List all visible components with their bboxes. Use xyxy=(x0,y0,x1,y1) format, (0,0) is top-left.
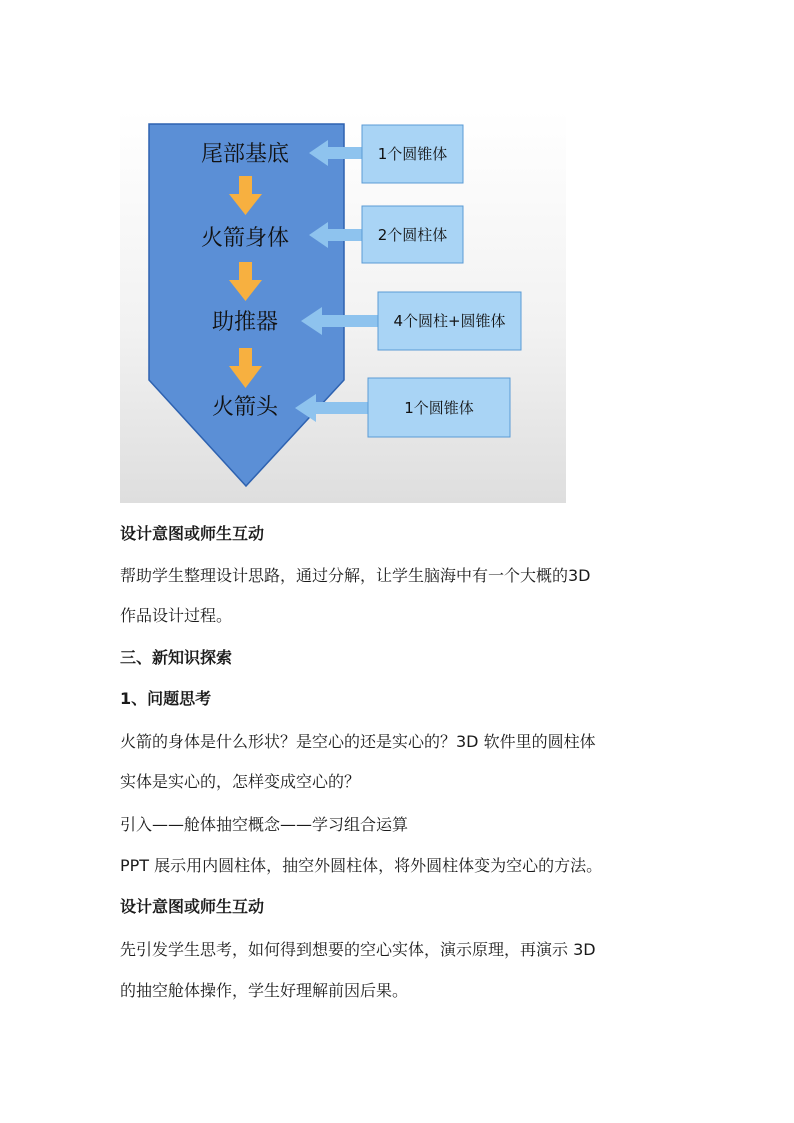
paragraph-3: 引入——舱体抽空概念——学习组合运算 xyxy=(120,815,409,834)
rocket-decomposition-diagram xyxy=(120,110,566,503)
stage-label-4: 火箭头 xyxy=(211,395,279,420)
paragraph-5-line-1: 先引发学生思考，如何得到想要的空心实体，演示原理，再演示 3D xyxy=(120,940,596,959)
diagram-svg xyxy=(120,110,566,503)
stage-label-1: 尾部基底 xyxy=(200,142,290,167)
subsection-heading-1: 1、问题思考 xyxy=(120,689,212,708)
section-heading-3: 三、新知识探索 xyxy=(120,648,233,667)
stage-label-3: 助推器 xyxy=(211,310,279,335)
paragraph-4: PPT 展示用内圆柱体，抽空外圆柱体，将外圆柱体变为空心的方法。 xyxy=(120,856,603,875)
paragraph-1-line-1: 帮助学生整理设计思路，通过分解，让学生脑海中有一个大概的3D xyxy=(120,566,591,585)
paragraph-1-line-2: 作品设计过程。 xyxy=(120,606,233,625)
component-label-3: 4个圆柱+圆锥体 xyxy=(393,312,506,330)
component-label-1: 1个圆锥体 xyxy=(377,145,448,163)
paragraph-2-line-2: 实体是实心的，怎样变成空心的？ xyxy=(120,772,361,791)
heading-design-intent-2: 设计意图或师生互动 xyxy=(120,897,265,916)
paragraph-5-line-2: 的抽空舱体操作，学生好理解前因后果。 xyxy=(120,981,409,1000)
stage-label-2: 火箭身体 xyxy=(200,226,290,251)
component-label-4: 1个圆锥体 xyxy=(404,399,474,417)
heading-design-intent-1: 设计意图或师生互动 xyxy=(120,524,265,543)
paragraph-2-line-1: 火箭的身体是什么形状？是空心的还是实心的？3D 软件里的圆柱体 xyxy=(120,732,596,751)
component-label-2: 2个圆柱体 xyxy=(377,226,448,244)
